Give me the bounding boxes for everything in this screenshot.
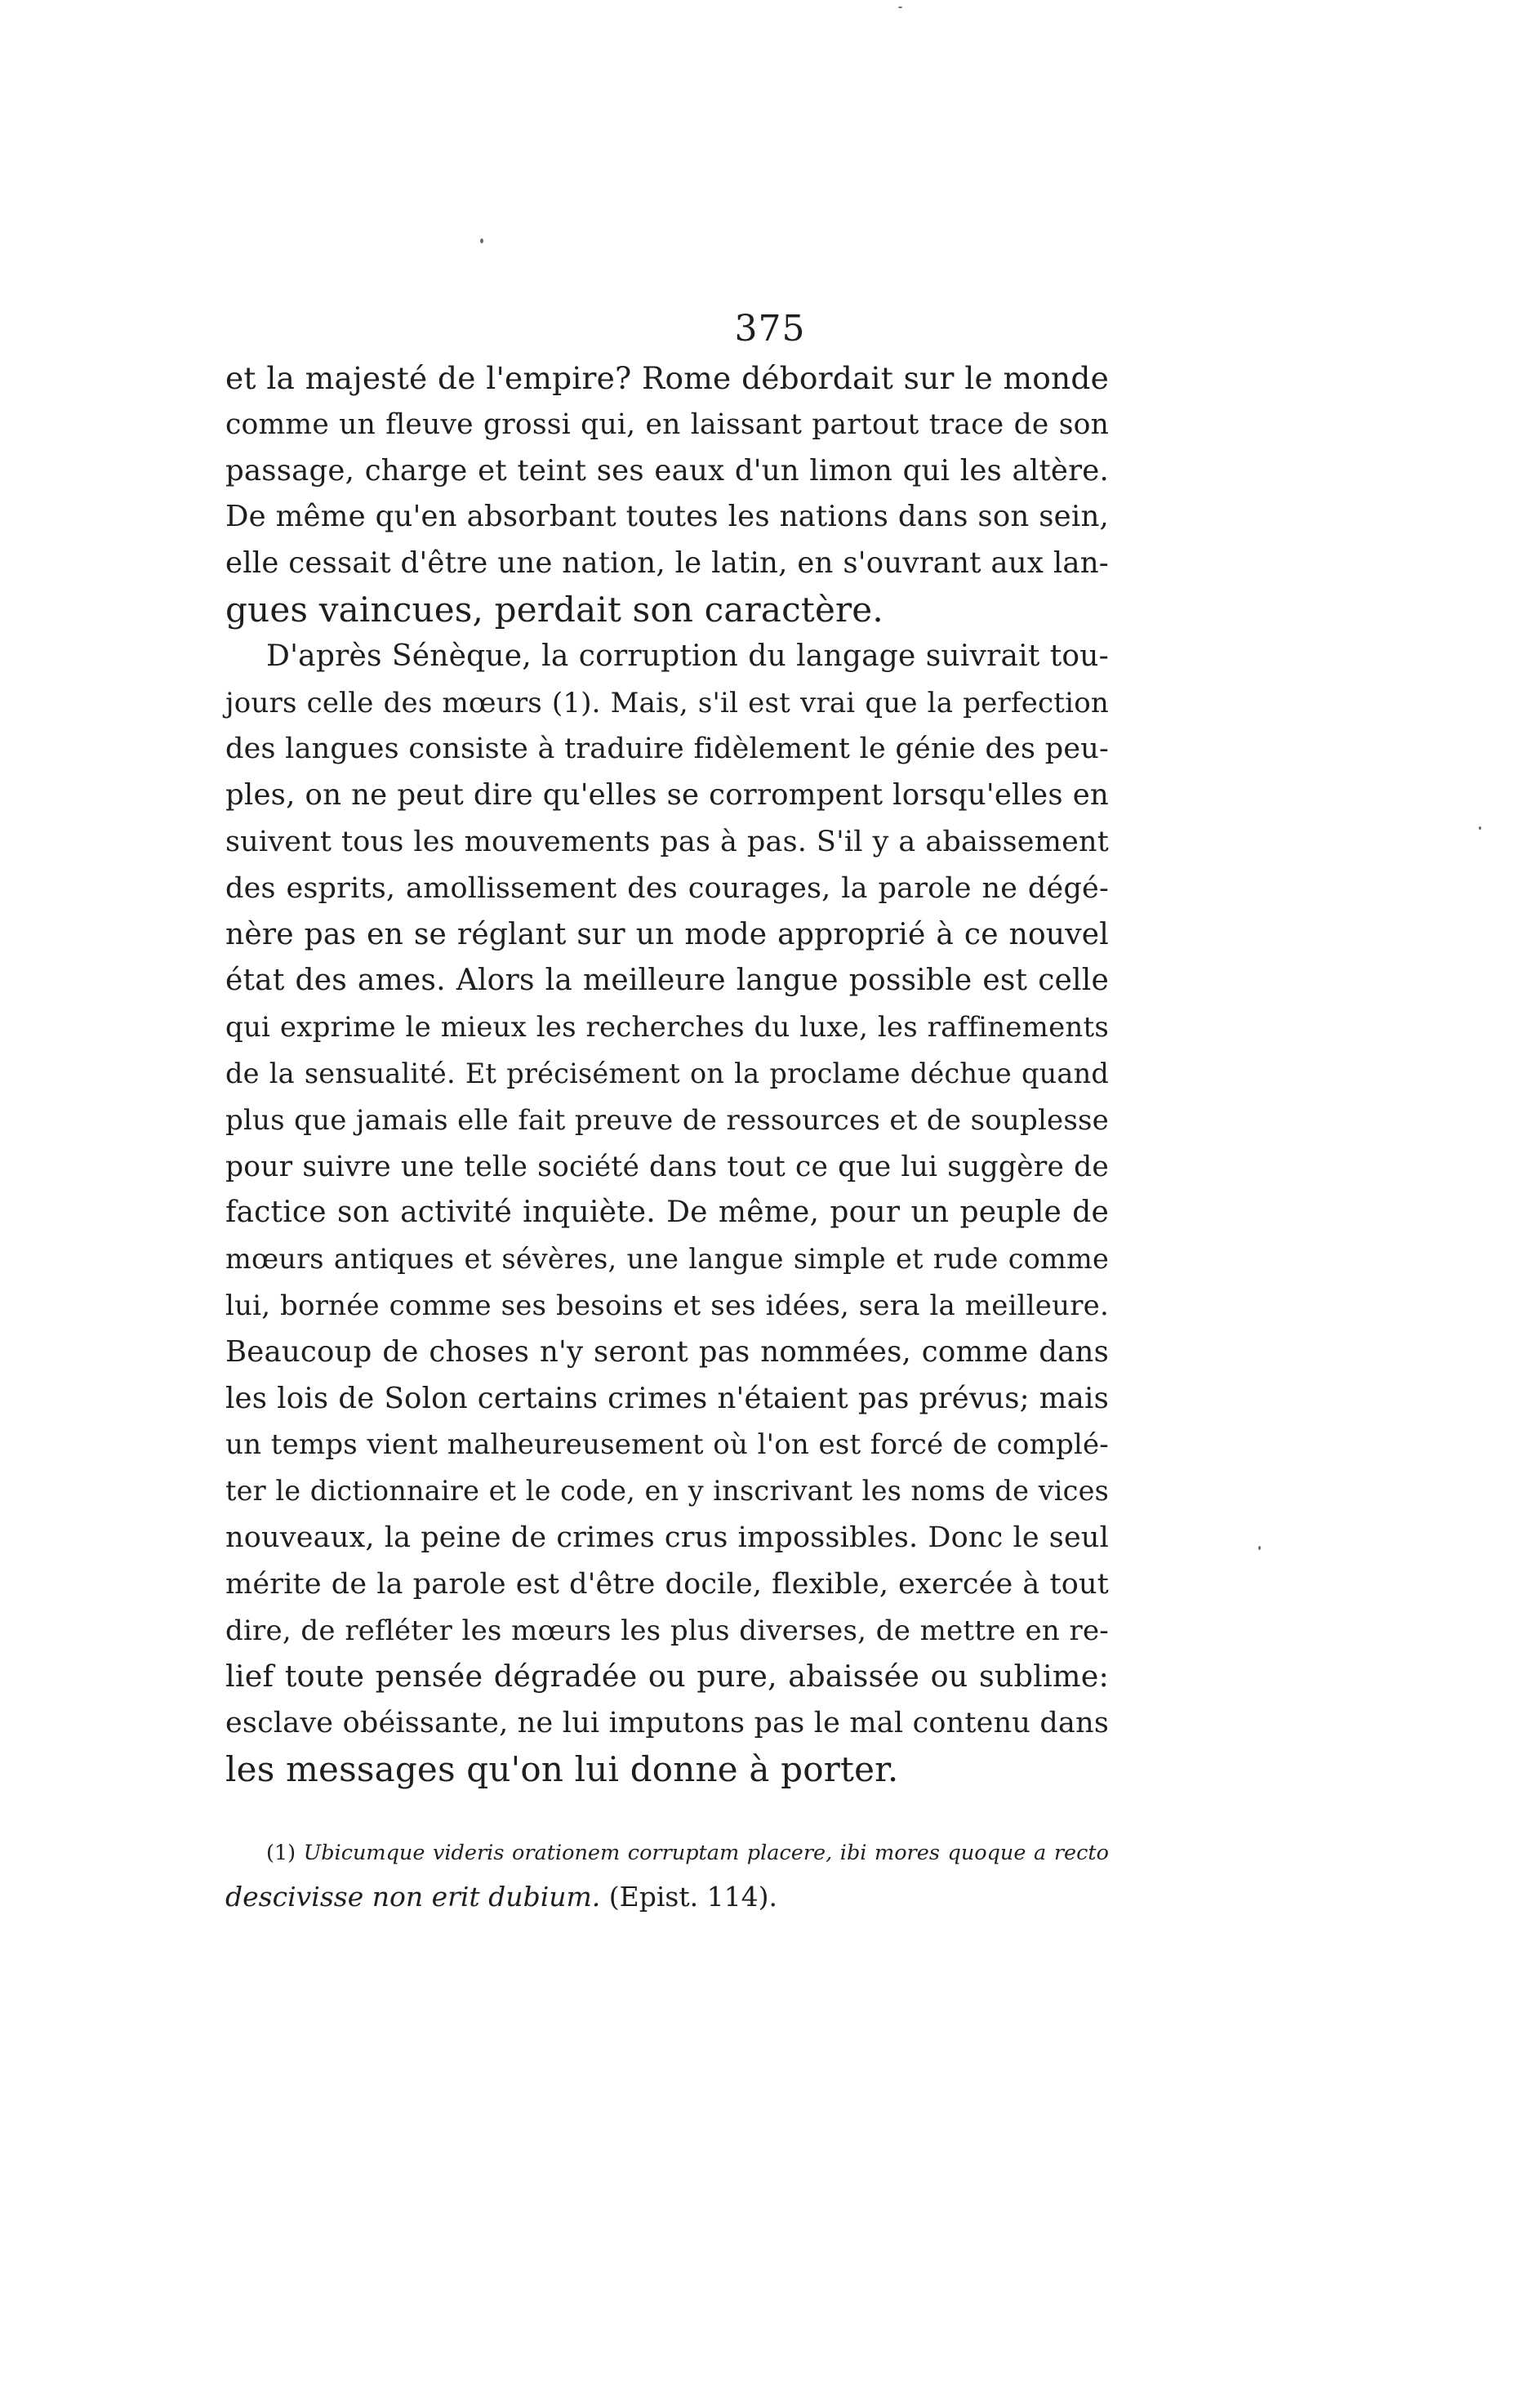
footnote-latin-quote-end: descivisse non erit dubium.: [225, 1881, 601, 1913]
text-line: plus que jamais elle fait preuve de ressources et de souplesse: [225, 1103, 1109, 1137]
text-line: les lois de Solon certains crimes n'étaient pas prévus; mais: [225, 1381, 1109, 1415]
text-line: et la majesté de l'empire? Rome débordait sur le monde: [225, 360, 1109, 396]
text-line: lui, bornée comme ses besoins et ses idées, sera la meilleure.: [225, 1289, 1109, 1322]
footnote-line: [225, 1875, 1109, 1918]
text-line: comme un fleuve grossi qui, en laissant partout trace de son: [225, 408, 1109, 441]
text-line: De même qu'en absorbant toutes les nations dans son sein,: [225, 500, 1109, 534]
text-line: mérite de la parole est d'être docile, flexible, exercée à tout: [225, 1567, 1109, 1601]
text-line: Beaucoup de choses n'y seront pas nommées, comme dans: [225, 1334, 1109, 1369]
scan-speck: [1258, 1546, 1261, 1550]
text-line: suivent tous les mouvements pas à pas. S'il y a abaissement: [225, 825, 1109, 858]
text-line: nouveaux, la peine de crimes crus impossibles. Donc le seul: [225, 1521, 1109, 1554]
text-line: des langues consiste à traduire fidèlement le génie des peu-: [225, 733, 1109, 766]
text-line: factice son activité inquiète. De même, pour un peuple de: [225, 1196, 1109, 1230]
footnote-citation: (Epist. 114).: [600, 1881, 777, 1913]
text-line: elle cessait d'être une nation, le latin, en s'ouvrant aux lan-: [225, 546, 1109, 581]
footnote-marker: (1): [266, 1841, 296, 1865]
text-line: jours celle des mœurs (1). Mais, s'il est vrai que la perfection: [225, 686, 1109, 719]
text-line: lief toute pensée dégradée ou pure, abaissée ou sublime:: [225, 1659, 1109, 1695]
text-line: passage, charge et teint ses eaux d'un limon qui les altère.: [225, 453, 1109, 488]
scan-speck: [1479, 826, 1481, 830]
footnote-line: [225, 1832, 1109, 1875]
body-text: [225, 355, 1109, 1793]
footnote-latin-quote: Ubicumque videris orationem corruptam placere, ibi mores quoque a recto: [303, 1841, 1109, 1865]
text-line: état des ames. Alors la meilleure langue possible est celle: [225, 964, 1109, 998]
text-line: les messages qu'on lui donne à porter.: [225, 1748, 899, 1789]
text-line: ter le dictionnaire et le code, en y inscrivant les noms de vices: [225, 1475, 1109, 1508]
page-number: 375: [734, 308, 806, 350]
text-line: des esprits, amollissement des courages, la parole ne dégé-: [225, 871, 1109, 905]
text-line: qui exprime le mieux les recherches du luxe, les raffinements: [225, 1011, 1109, 1044]
text-line: de la sensualité. Et précisément on la proclame déchue quand: [225, 1057, 1109, 1089]
text-line: ples, on ne peut dire qu'elles se corrompent lorsqu'elles en: [225, 778, 1109, 813]
text-line: nère pas en se réglant sur un mode approprié à ce nouvel: [225, 917, 1109, 951]
scan-speck: [480, 238, 483, 243]
text-line: esclave obéissante, ne lui imputons pas le mal contenu dans: [225, 1707, 1109, 1740]
scan-speck: [898, 7, 902, 8]
footnote: [225, 1832, 1109, 1918]
text-line: gues vaincues, perdait son caractère.: [225, 589, 883, 630]
text-line: pour suivre une telle société dans tout ce que lui suggère de: [225, 1150, 1109, 1183]
text-line: mœurs antiques et sévères, une langue simple et rude comme: [225, 1243, 1109, 1276]
text-line: D'après Sénèque, la corruption du langage suivrait tou-: [266, 639, 1109, 673]
text-line: dire, de refléter les mœurs les plus diverses, de mettre en re-: [225, 1614, 1109, 1647]
text-line: un temps vient malheureusement où l'on est forcé de complé-: [225, 1428, 1109, 1462]
